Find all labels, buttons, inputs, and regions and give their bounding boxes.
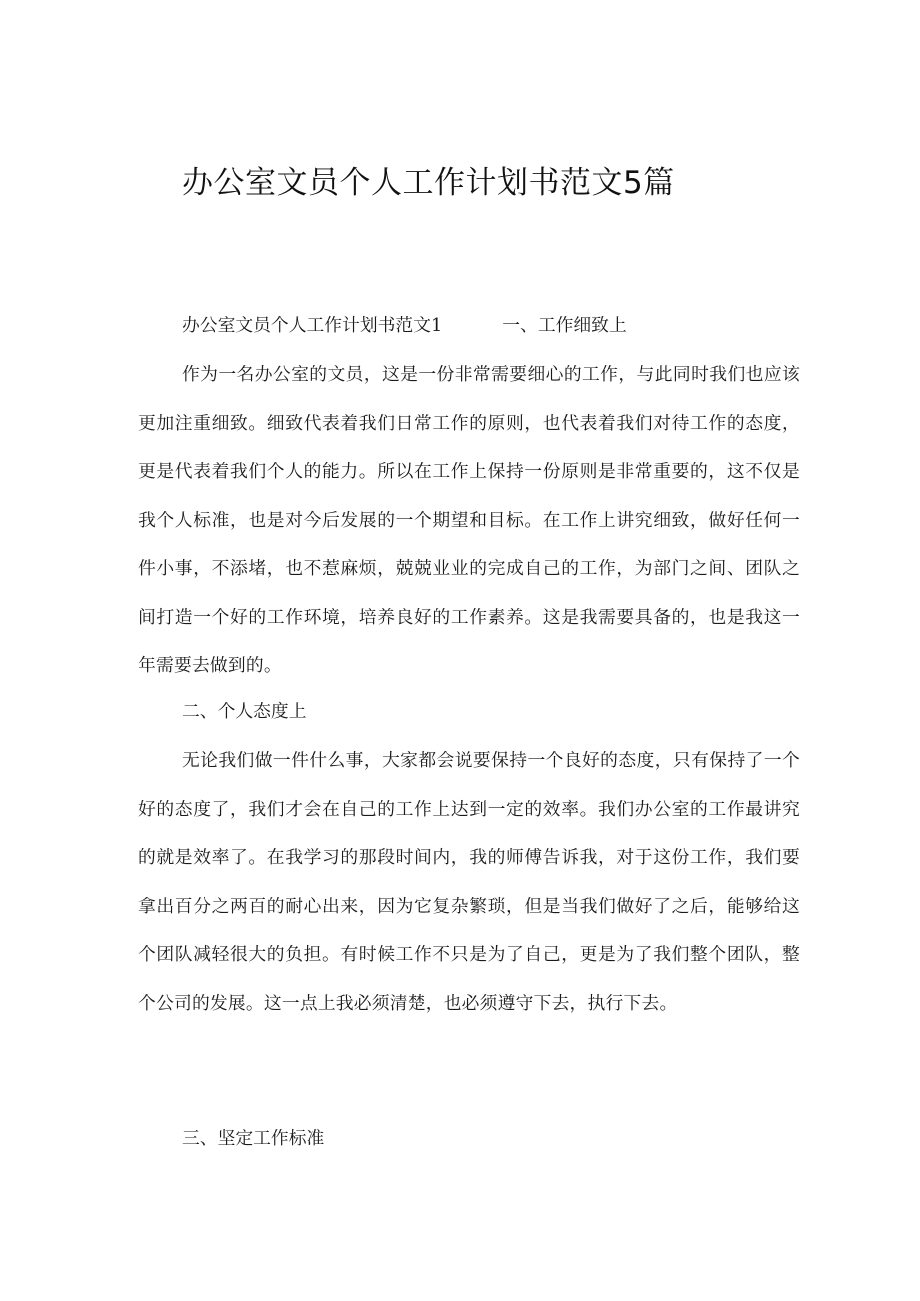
section-heading-1: 一、工作细致上 — [502, 315, 627, 336]
article-heading: 办公室文员个人工作计划书范文1 — [182, 315, 443, 336]
article-heading-line — [182, 314, 627, 338]
section-2-body — [138, 737, 800, 1028]
section-1-body — [138, 351, 800, 691]
document-title: 办公室文员个人工作计划书范文5篇 — [182, 165, 675, 201]
section-2-paragraph: 无论我们做一件什么事，大家都会说要保持一个良好的态度，只有保持了一个好的态度了，我们才会在自己的工作上达到一定的效率。我们办公室的工作最讲究的就是效率了。在我学习的那段时间内，我的师傅告诉我，对于这份工作，我们要拿出百分之两百的耐心出来，因为它复杂繁琐，但是当我们做好了之后，能够给这个团队减轻很大的负担。有时候工作不只是为了自己，更是为了我们整个团队，整个公司的发展。这一点上我必须清楚，也必须遵守下去，执行下去。 — [138, 750, 800, 1014]
section-heading-3: 三、坚定工作标准 — [182, 1128, 325, 1149]
section-heading-2: 二、个人态度上 — [182, 701, 307, 722]
section-1-paragraph: 作为一名办公室的文员，这是一份非常需要细心的工作，与此同时我们也应该更加注重细致。细致代表着我们日常工作的原则，也代表着我们对待工作的态度，更是代表着我们个人的能力。所以在工作上保持一份原则是非常重要的，这不仅是我个人标准，也是对今后发展的一个期望和目标。在工作上讲究细致，做好任何一件小事，不添堵，也不惹麻烦，兢兢业业的完成自己的工作，为部门之间、团队之间打造一个好的工作环境，培养良好的工作素养。这是我需要具备的，也是我这一年需要去做到的。 — [138, 364, 800, 676]
